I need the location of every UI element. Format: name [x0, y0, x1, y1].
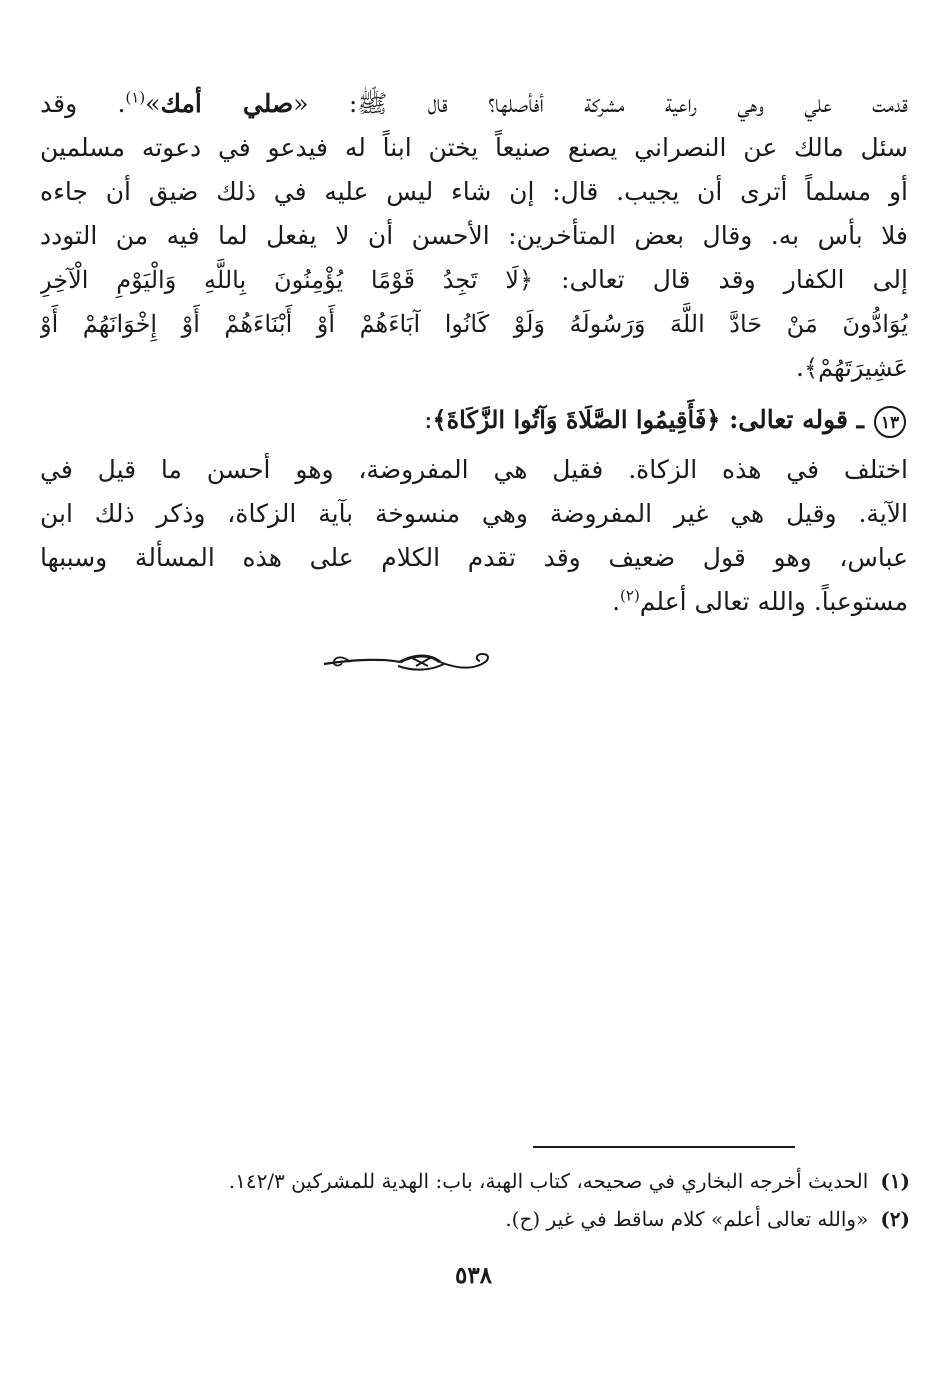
- heading-label: ـ قوله تعالى:: [720, 405, 864, 434]
- text-run: :: [424, 405, 433, 434]
- text-run: . وقد: [40, 89, 126, 118]
- paragraph-1-line-2: سئل مالك عن النصراني يصنع صنيعاً يختن ابناً له فيدعو في دعوته مسلمين: [40, 133, 908, 162]
- section-heading: [40, 398, 908, 442]
- paragraph-2-line-1: اختلف في هذه الزكاة. فقيل هي المفروضة، وهو أحسن ما قيل في: [40, 455, 908, 484]
- quran-verse: ﴿لَا تَجِدُ قَوْمًا يُؤْمِنُونَ بِاللَّهِ وَالْيَوْمِ الْآخِرِ: [40, 266, 534, 294]
- footnote-number: (٢): [880, 1207, 910, 1231]
- paragraph-1-line-3: أو مسلماً أترى أن يجيب. قال: إن شاء ليس عليه في ذلك ضيق أن جاءه: [40, 177, 908, 206]
- footnote-ref-1[interactable]: (١): [125, 88, 146, 107]
- quran-verse: عَشِيرَتَهُمْ﴾: [804, 354, 908, 382]
- paragraph-2-line-3: عباس، وهو قول ضعيف وقد تقدم الكلام على هذه المسألة وسببها: [40, 543, 908, 572]
- ornament-divider-icon: [320, 648, 500, 678]
- footnotes: [70, 1162, 910, 1238]
- paragraph-1-line-7: [40, 346, 908, 390]
- footnote-separator: [533, 1146, 795, 1148]
- text-run: .: [796, 353, 804, 382]
- footnote-text: الحديث أخرجه البخاري في صحيحه، كتاب الهبة، باب: الهدية للمشركين ١٤٢/٣.: [228, 1169, 869, 1193]
- paragraph-1-line-6: يُوَادُّونَ مَنْ حَادَّ اللَّهَ وَرَسُولَهُ وَلَوْ كَانُوا آبَاءَهُمْ أَوْ أَبْنَاءَهُمْ أَوْ إِخْوَانَهُمْ أَوْ: [40, 310, 908, 338]
- text-run: مستوعباً. والله تعالى أعلم: [639, 587, 908, 616]
- quran-verse: ﴿فَأَقِيمُوا الصَّلَاةَ وَآتُوا الزَّكَاةَ﴾: [432, 405, 721, 434]
- paragraph-1-line-4: فلا بأس به. وقال بعض المتأخرين: الأحسن أن لا يفعل لما فيه من التودد: [40, 221, 908, 250]
- verse-number-badge: ١٣: [874, 406, 906, 438]
- footnote-text: «والله تعالى أعلم» كلام ساقط في غير (ح).: [505, 1207, 869, 1231]
- footnote-2: [70, 1200, 910, 1238]
- hadith-quote: صلي أمك: [160, 89, 294, 118]
- paragraph-2: [40, 448, 908, 624]
- paragraph-1-line-1: [40, 82, 908, 126]
- footnote-ref-2[interactable]: (٢): [620, 586, 640, 605]
- page-number: ٥٣٨: [454, 1262, 493, 1289]
- footnote-number: (١): [880, 1169, 910, 1193]
- text-run: إلى الكفار وقد قال تعالى:: [533, 265, 908, 294]
- text-run: .: [612, 587, 621, 616]
- main-text: [40, 82, 908, 624]
- paragraph-1-line-5: [40, 258, 908, 302]
- quote-mark: »: [145, 89, 161, 118]
- paragraph-2-line-4: [40, 580, 908, 624]
- text-run: قدمت علي وهي راعية مشركة أفأصلها؟ قال ﷺ: «: [293, 89, 908, 118]
- footnote-1: [70, 1162, 910, 1200]
- paragraph-2-line-2: الآية. وقيل هي غير المفروضة وهي منسوخة بآية الزكاة، وذكر ذلك ابن: [40, 499, 908, 528]
